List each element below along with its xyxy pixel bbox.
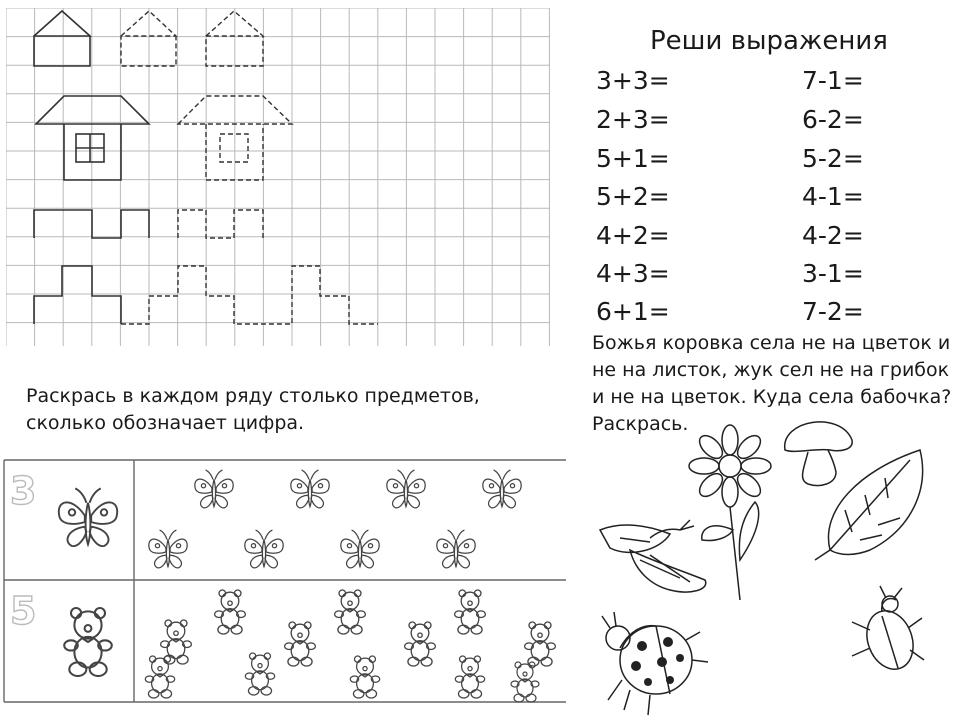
teddy-bear-icon[interactable] — [525, 622, 556, 666]
beetle-icon[interactable] — [852, 586, 924, 676]
butterfly-icon[interactable] — [437, 530, 475, 568]
insect-task-text: Божья коровка села не на цветок и не на листок, жук сел не на грибок и не на цветок. Куда села бабочка? Раскрась. — [592, 332, 952, 435]
butterfly-icon[interactable] — [387, 470, 425, 508]
teddy-bear-icon[interactable] — [145, 656, 174, 698]
grid-drawing-panel — [6, 8, 550, 346]
counting-table-drawing — [0, 452, 566, 714]
grid-drawing — [6, 8, 550, 346]
butterfly-icon[interactable] — [195, 470, 233, 508]
expression-right-1: 7-1= — [802, 66, 864, 95]
teddy-bear-icon[interactable] — [335, 590, 366, 634]
butterfly-icon[interactable] — [600, 520, 706, 592]
tower-window-dashed — [220, 134, 248, 162]
teddy-bear-icon[interactable] — [405, 622, 436, 666]
expression-left-3: 5+1= — [596, 144, 670, 173]
expression-right-2: 6-2= — [802, 105, 864, 134]
expression-right-7: 7-2= — [802, 297, 864, 326]
expression-right-4: 4-1= — [802, 182, 864, 211]
butterfly-icon[interactable] — [291, 470, 329, 508]
steps-dashed — [121, 266, 378, 324]
expression-right-6: 3-1= — [802, 259, 864, 288]
tower-roof-solid — [36, 96, 149, 124]
exercise-title: Реши выражения — [650, 26, 888, 56]
expression-left-5: 4+2= — [596, 221, 670, 250]
teddy-bear-icon[interactable] — [285, 622, 316, 666]
butterfly-icon[interactable] — [149, 530, 187, 568]
expression-left-6: 4+3= — [596, 259, 670, 288]
digit-row-2: 5 — [10, 589, 37, 633]
expression-left-2: 2+3= — [596, 105, 670, 134]
digit-row-1: 3 — [10, 469, 37, 513]
sample-butterfly-icon — [59, 488, 117, 546]
flower-icon[interactable] — [689, 425, 771, 600]
leaf-icon[interactable] — [815, 450, 923, 560]
steps-solid — [34, 266, 121, 324]
expression-left-4: 5+2= — [596, 182, 670, 211]
insect-pictures — [590, 410, 960, 720]
small-house-solid — [34, 11, 90, 66]
teddy-bear-icon[interactable] — [350, 656, 379, 698]
expression-right-5: 4-2= — [802, 221, 864, 250]
insect-pictures-drawing — [590, 410, 960, 720]
teddy-bear-icon[interactable] — [455, 656, 484, 698]
butterfly-icon[interactable] — [245, 530, 283, 568]
wall-dashed — [178, 210, 263, 238]
mushroom-icon[interactable] — [785, 422, 852, 486]
count-task-text: Раскрась в каждом ряду столько предметов, сколько обозначает цифра. — [26, 385, 480, 434]
ladybug-spots — [631, 637, 684, 686]
tower-body-solid — [64, 124, 121, 180]
teddy-bear-icon[interactable] — [511, 662, 539, 702]
dashed-figures — [121, 11, 378, 324]
expression-left-7: 6+1= — [596, 297, 670, 326]
sample-teddy-bear-icon — [64, 608, 112, 676]
butterfly-icon[interactable] — [341, 530, 379, 568]
teddy-bear-icon[interactable] — [215, 590, 246, 634]
expression-right-3: 5-2= — [802, 144, 864, 173]
expression-left-1: 3+3= — [596, 66, 670, 95]
butterfly-icon[interactable] — [483, 470, 521, 508]
ladybug-icon[interactable] — [602, 612, 708, 715]
wall-solid — [34, 210, 149, 238]
teddy-bear-icon[interactable] — [455, 590, 486, 634]
teddy-bear-icon[interactable] — [245, 653, 274, 695]
counting-table — [0, 452, 566, 714]
